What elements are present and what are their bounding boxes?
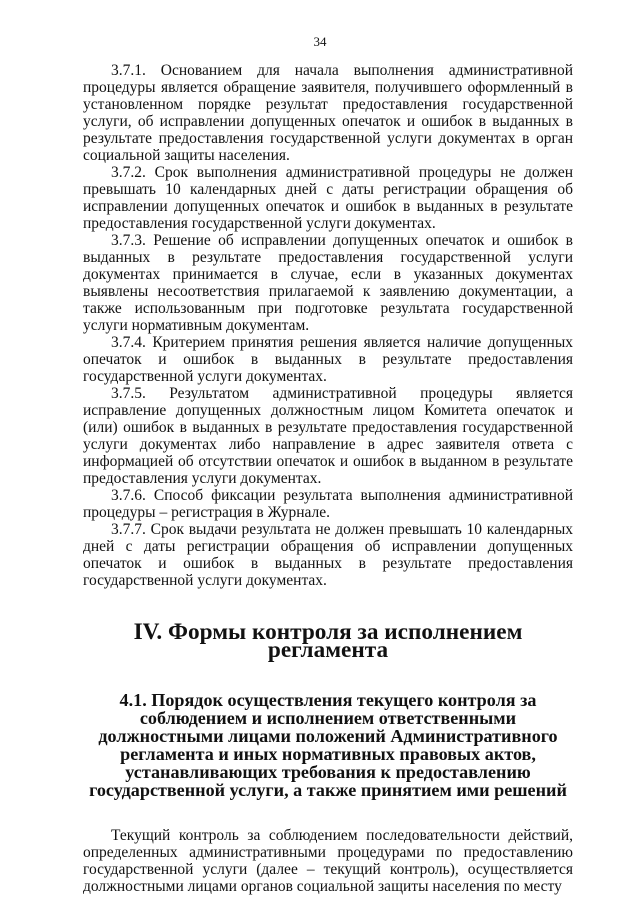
paragraph-3-7-3: 3.7.3. Решение об исправлении допущенных опечаток и ошибок в выданных в результате предоставления государственной услуги документах принимается в случае, если в указанных документах выявлены несоответствия прилагаемой к заявлению документации, а также использованным при подготовке результата государственной услуги нормативным документам. — [83, 232, 573, 334]
document-body — [83, 62, 573, 895]
closing-paragraph: Текущий контроль за соблюдением последовательности действий, определенных административными процедурами по предоставлению государственной услуги (далее – текущий контроль), осуществляется должностными лицами органов социальной защиты населения по месту — [83, 827, 573, 895]
paragraph-3-7-5: 3.7.5. Результатом административной процедуры является исправление допущенных должностным лицом Комитета опечаток и (или) ошибок в выданных в результате предоставления государственной услуги документах либо направление в адрес заявителя ответа с информацией об отсутствии опечаток и ошибок в выданном в результате предоставления услуги документах. — [83, 385, 573, 487]
subsection-title: 4.1. Порядок осуществления текущего контроля за соблюдением и исполнением ответственными должностными лицами положений Административного регламента и иных нормативных правовых актов, устанавливающих требования к предоставлению государственной услуги, а также принятием ими решений — [89, 690, 567, 800]
paragraph-3-7-7: 3.7.7. Срок выдачи результата не должен превышать 10 календарных дней с даты регистрации обращения об исправлении допущенных опечаток и ошибок в выданных в результате предоставления государственной услуги документах. — [83, 521, 573, 589]
paragraph-3-7-2: 3.7.2. Срок выполнения административной процедуры не должен превышать 10 календарных дней с даты регистрации обращения об исправлении допущенных опечаток и ошибок в выданных в результате предоставления государственной услуги документах. — [83, 164, 573, 232]
section-title: IV. Формы контроля за исполнением регламента — [133, 619, 523, 663]
page-number: 34 — [313, 34, 327, 49]
paragraph-3-7-6: 3.7.6. Способ фиксации результата выполнения административной процедуры – регистрация в Журнале. — [83, 487, 573, 521]
paragraph-3-7-1: 3.7.1. Основанием для начала выполнения административной процедуры является обращение заявителя, получившего оформленный в установленном порядке результат предоставления государственной услуги, об исправлении допущенных опечаток и ошибок в выданных в результате предоставления государственной услуги документах в орган социальной защиты населения. — [83, 62, 573, 164]
paragraph-3-7-4: 3.7.4. Критерием принятия решения является наличие допущенных опечаток и ошибок в выданных в результате предоставления государственной услуги документах. — [83, 334, 573, 385]
